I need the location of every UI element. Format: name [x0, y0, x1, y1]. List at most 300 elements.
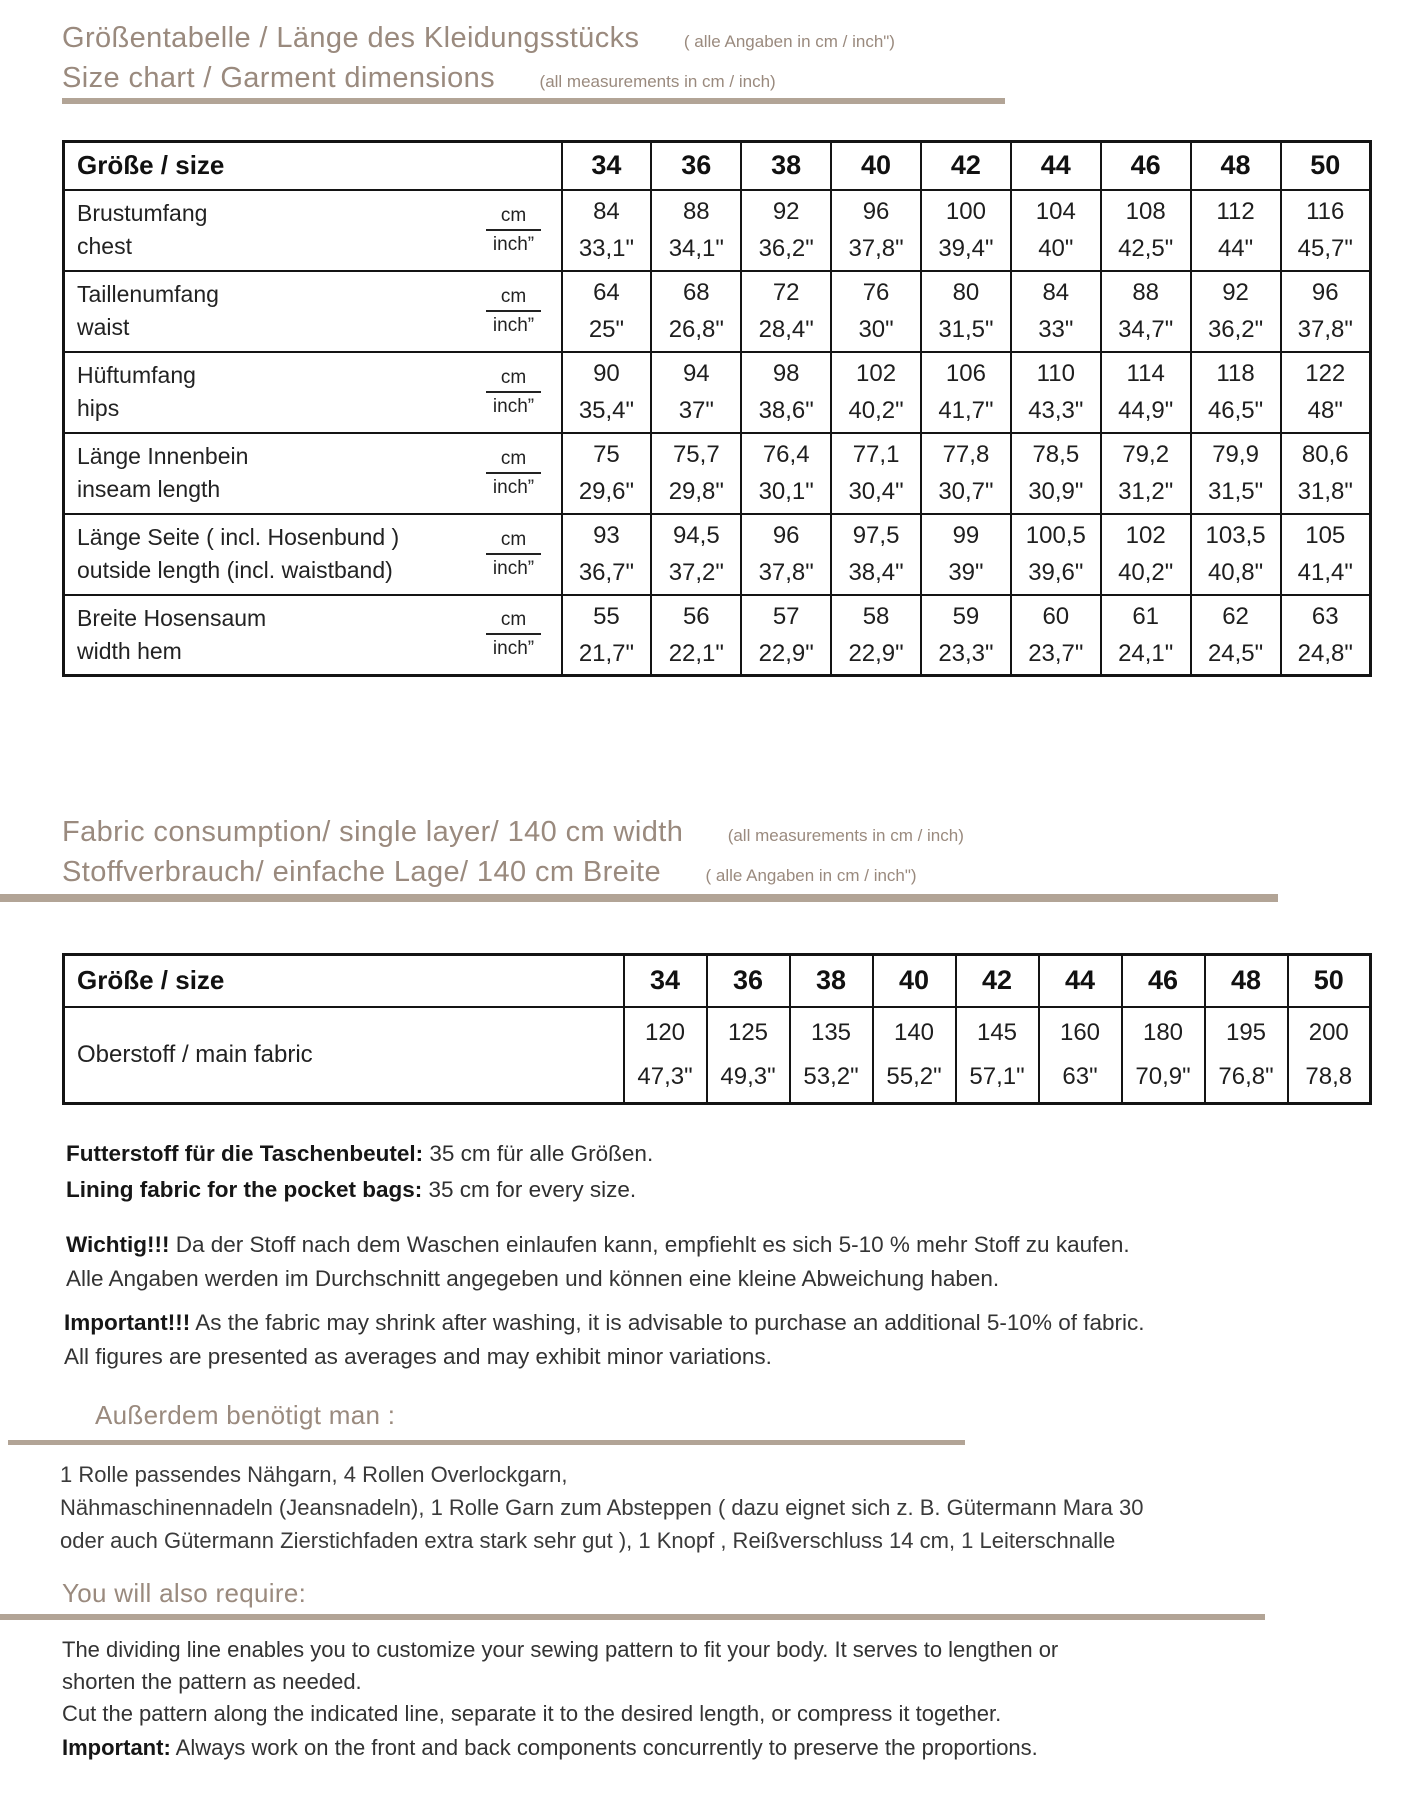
- fabric-table-header-label: Größe / size: [64, 955, 624, 1007]
- value-cm: 62: [1222, 602, 1249, 630]
- value-inch: 76,8": [1218, 1062, 1274, 1090]
- value-inch: 37": [678, 397, 714, 424]
- header-line-de: [62, 22, 895, 55]
- shrink-warning-de: [66, 1228, 1130, 1296]
- value-cm: 93: [593, 522, 620, 549]
- measurement-value-cell: [1011, 352, 1101, 433]
- value-cm: 195: [1225, 1018, 1267, 1046]
- value-inch: 41,4": [1297, 559, 1353, 586]
- fabric-value-cell: [1039, 1007, 1122, 1104]
- value-cm: 118: [1216, 360, 1255, 387]
- value-cm: 90: [593, 360, 620, 387]
- value-cm: 96: [1311, 279, 1339, 306]
- unit-fraction: [475, 529, 553, 580]
- unit-fraction: [475, 448, 553, 499]
- value-cm: 106: [945, 360, 986, 387]
- fabric-section-header: [62, 816, 964, 896]
- value-cm: 80: [952, 279, 980, 306]
- value-inch: 29,8": [668, 478, 724, 505]
- measurement-name-de: Hüftumfang: [77, 362, 196, 388]
- value-cm: 200: [1308, 1018, 1349, 1046]
- measurement-value-cell: [831, 190, 921, 271]
- value-cm: 63: [1311, 602, 1339, 630]
- value-cm: 76,4: [762, 441, 810, 468]
- value-inch: 36,2": [1207, 316, 1264, 343]
- measurement-value-cell: [831, 352, 921, 433]
- measurement-value-cell: [1101, 595, 1191, 676]
- requirements-en-important-text: Always work on the front and back components concurrently to preserve the proportions.: [170, 1735, 1038, 1760]
- value-inch: 21,7": [578, 639, 635, 667]
- value-inch: 33": [1038, 316, 1074, 343]
- value-inch: 40": [1038, 235, 1074, 262]
- measurement-name-de: Länge Innenbein: [77, 443, 249, 469]
- unit-fraction: [475, 609, 553, 660]
- measurement-label: [65, 596, 561, 675]
- fabric-value-cell: [624, 1007, 707, 1104]
- value-cm: 98: [772, 360, 800, 387]
- fabric-table-header-row: [64, 955, 1371, 1007]
- size-column-header: 46: [1122, 955, 1205, 1007]
- measurement-value-cell: [1101, 352, 1191, 433]
- size-column-header: 42: [956, 955, 1039, 1007]
- size-table-measurement-row: [64, 190, 1371, 271]
- measurement-label-cell: [64, 514, 562, 595]
- measurement-name-de: Brustumfang: [77, 200, 208, 226]
- measurement-value-cell: [1101, 190, 1191, 271]
- measurement-label: [65, 272, 561, 351]
- requirements-en-text: [62, 1634, 1058, 1764]
- value-cm: 105: [1305, 522, 1346, 549]
- size-column-header: 44: [1039, 955, 1122, 1007]
- value-inch: 30,4": [848, 478, 904, 505]
- measurement-value-cell: [562, 595, 652, 676]
- value-cm: 103,5: [1205, 522, 1266, 549]
- value-cm: 140: [893, 1018, 935, 1046]
- measurement-value-cell: [1191, 352, 1281, 433]
- size-column-header: 42: [921, 142, 1011, 190]
- measurement-value-cell: [562, 352, 652, 433]
- value-inch: 55,2": [886, 1062, 942, 1090]
- value-cm: 72: [772, 279, 800, 306]
- measurement-value-cell: [1281, 271, 1371, 352]
- value-inch: 22,1": [668, 639, 724, 667]
- requirements-de-line: 1 Rolle passendes Nähgarn, 4 Rollen Overlockgarn,: [60, 1462, 568, 1487]
- title-en: Size chart / Garment dimensions: [62, 62, 496, 94]
- value-inch: 39": [948, 559, 984, 586]
- value-inch: 30,9": [1028, 478, 1084, 505]
- unit-fraction: [475, 367, 553, 418]
- measurement-label: [65, 515, 561, 594]
- value-inch: 48": [1307, 397, 1343, 424]
- requirements-de-text: [60, 1458, 1144, 1557]
- measurement-names: [77, 359, 196, 425]
- value-inch: 30,1": [758, 478, 814, 505]
- unit-fraction: [475, 286, 553, 337]
- measurement-value-cell: [741, 433, 831, 514]
- measurement-value-cell: [562, 514, 652, 595]
- measurement-value-cell: [1281, 352, 1371, 433]
- value-inch: 36,2": [758, 235, 814, 262]
- measurement-value-cell: [651, 271, 741, 352]
- measurement-value-cell: [741, 514, 831, 595]
- measurement-value-cell: [1101, 514, 1191, 595]
- measurement-value-cell: [921, 514, 1011, 595]
- measurement-value-cell: [562, 271, 652, 352]
- value-cm: 122: [1305, 360, 1346, 387]
- shrink-warning-de-label: Wichtig!!!: [66, 1232, 170, 1257]
- measurement-value-cell: [921, 433, 1011, 514]
- value-inch: 31,5": [1207, 478, 1264, 505]
- fabric-title-en-note: (all measurements in cm / inch): [727, 826, 964, 845]
- value-cm: 145: [976, 1018, 1018, 1046]
- value-inch: 37,8": [1297, 316, 1353, 343]
- size-column-header: 50: [1281, 142, 1371, 190]
- header-divider-bar: [62, 98, 1005, 104]
- value-cm: 96: [772, 522, 800, 549]
- size-column-header: 38: [741, 142, 831, 190]
- value-inch: 42,5": [1118, 235, 1174, 262]
- size-table-header-label: Größe / size: [64, 142, 562, 190]
- value-cm: 97,5: [852, 522, 900, 549]
- unit-inch-label: inch”: [492, 395, 535, 417]
- unit-inch-label: inch”: [492, 638, 535, 660]
- size-column-header: 36: [651, 142, 741, 190]
- lining-note-de-label: Futterstoff für die Taschenbeutel:: [66, 1141, 424, 1166]
- value-cm: 102: [856, 360, 897, 387]
- fabric-title-de: Stoffverbrauch/ einfache Lage/ 140 cm Breite: [62, 856, 662, 888]
- value-cm: 77,1: [852, 441, 900, 468]
- size-column-header: 46: [1101, 142, 1191, 190]
- fabric-value-cell: [790, 1007, 873, 1104]
- value-inch: 37,8": [848, 235, 904, 262]
- value-inch: 31,8": [1297, 478, 1353, 505]
- measurement-value-cell: [831, 271, 921, 352]
- unit-cm-label: cm: [486, 286, 541, 312]
- page-header: [62, 22, 895, 102]
- fabric-title-en: Fabric consumption/ single layer/ 140 cm width: [62, 816, 684, 848]
- size-table-header-row: [64, 142, 1371, 190]
- value-inch: 70,9": [1135, 1062, 1191, 1090]
- value-cm: 68: [682, 279, 710, 306]
- requirements-de-line: oder auch Gütermann Zierstichfaden extra stark sehr gut ), 1 Knopf , Reißverschluss 14 cm, 1 Leiterschnalle: [60, 1528, 1116, 1553]
- measurement-value-cell: [651, 190, 741, 271]
- value-inch: 25": [588, 316, 625, 343]
- shrink-warning-en-text1: As the fabric may shrink after washing, it is advisable to purchase an additional 5-10% of fabric.: [190, 1310, 1145, 1335]
- shrink-warning-en: [64, 1306, 1145, 1374]
- measurement-value-cell: [1281, 190, 1371, 271]
- value-cm: 56: [682, 602, 710, 630]
- value-cm: 102: [1125, 522, 1166, 549]
- measurement-value-cell: [562, 190, 652, 271]
- header-line-en: [62, 62, 895, 95]
- value-inch: 34,7": [1118, 316, 1174, 343]
- shrink-warning-en-line2: All figures are presented as averages and may exhibit minor variations.: [64, 1344, 772, 1369]
- value-inch: 47,3": [637, 1062, 693, 1090]
- fabric-value-cell: [707, 1007, 790, 1104]
- measurement-value-cell: [1191, 271, 1281, 352]
- measurement-label: [65, 191, 561, 270]
- size-column-header: 38: [790, 955, 873, 1007]
- value-cm: 58: [862, 602, 890, 630]
- measurement-value-cell: [831, 433, 921, 514]
- measurement-value-cell: [921, 352, 1011, 433]
- value-inch: 45,7": [1297, 235, 1353, 262]
- value-inch: 44,9": [1118, 397, 1174, 424]
- fabric-value-cell: [1288, 1007, 1371, 1104]
- measurement-value-cell: [741, 595, 831, 676]
- value-inch: 37,8": [758, 559, 814, 586]
- requirements-en-line: shorten the pattern as needed.: [62, 1669, 362, 1694]
- measurement-name-en: inseam length: [77, 476, 221, 502]
- value-inch: 37,2": [668, 559, 724, 586]
- value-cm: 112: [1216, 198, 1255, 225]
- fabric-value-cell: [1122, 1007, 1205, 1104]
- measurement-value-cell: [921, 271, 1011, 352]
- lining-note-en: [66, 1172, 653, 1208]
- title-en-note: (all measurements in cm / inch): [539, 72, 776, 91]
- lining-note-de-text: 35 cm für alle Größen.: [423, 1141, 654, 1166]
- shrink-warning-de-text1: Da der Stoff nach dem Waschen einlaufen kann, empfiehlt es sich 5-10 % mehr Stoff zu kaufen.: [169, 1232, 1130, 1257]
- value-cm: 120: [644, 1018, 686, 1046]
- value-inch: 34,1": [668, 235, 724, 262]
- value-cm: 125: [727, 1018, 769, 1046]
- requirements-en-heading: You will also require:: [62, 1578, 307, 1608]
- value-cm: 104: [1035, 198, 1076, 225]
- size-column-header: 50: [1288, 955, 1371, 1007]
- title-de-note: ( alle Angaben in cm / inch"): [683, 32, 895, 51]
- unit-cm-label: cm: [486, 367, 541, 393]
- measurement-name-en: waist: [77, 314, 130, 340]
- measurement-value-cell: [1011, 433, 1101, 514]
- measurement-name-de: Taillenumfang: [77, 281, 219, 307]
- lining-note-en-text: 35 cm for every size.: [422, 1177, 637, 1202]
- measurement-name-en: chest: [77, 233, 132, 259]
- requirements-de-divider-bar: [8, 1440, 965, 1445]
- measurement-value-cell: [921, 190, 1011, 271]
- value-inch: 38,4": [848, 559, 904, 586]
- value-cm: 57: [772, 602, 800, 630]
- value-cm: 116: [1306, 198, 1345, 225]
- value-cm: 76: [862, 279, 890, 306]
- size-table: [62, 140, 1372, 677]
- measurement-value-cell: [1011, 514, 1101, 595]
- unit-cm-label: cm: [486, 609, 541, 635]
- value-inch: 40,2": [1118, 559, 1174, 586]
- fabric-value-cell: [956, 1007, 1039, 1104]
- fabric-row-label: Oberstoff / main fabric: [64, 1007, 624, 1104]
- measurement-name-de: Länge Seite ( incl. Hosenbund ): [77, 524, 400, 550]
- measurement-name-en: hips: [77, 395, 120, 421]
- value-cm: 80,6: [1301, 441, 1349, 468]
- value-cm: 75,7: [672, 441, 720, 468]
- requirements-en-divider-bar: [0, 1614, 1265, 1620]
- size-column-header: 44: [1011, 142, 1101, 190]
- measurement-value-cell: [1191, 595, 1281, 676]
- measurement-names: [77, 440, 248, 506]
- fabric-header-line-de: [62, 856, 964, 889]
- title-de: Größentabelle / Länge des Kleidungsstücks: [62, 22, 640, 54]
- measurement-value-cell: [1281, 433, 1371, 514]
- value-cm: 77,8: [942, 441, 990, 468]
- shrink-warning-en-line1: [64, 1306, 1145, 1340]
- value-inch: 40,2": [848, 397, 904, 424]
- value-inch: 53,2": [803, 1062, 859, 1090]
- value-cm: 92: [772, 198, 800, 225]
- value-inch: 57,1": [969, 1062, 1025, 1090]
- measurement-value-cell: [741, 190, 831, 271]
- measurement-value-cell: [562, 433, 652, 514]
- size-column-header: 34: [562, 142, 652, 190]
- size-column-header: 48: [1205, 955, 1288, 1007]
- measurement-value-cell: [831, 514, 921, 595]
- fabric-title-de-note: ( alle Angaben in cm / inch"): [705, 866, 917, 885]
- unit-inch-label: inch”: [492, 476, 535, 498]
- value-cm: 61: [1132, 602, 1160, 630]
- value-inch: 24,8": [1297, 639, 1353, 667]
- requirements-en-line: The dividing line enables you to customize your sewing pattern to fit your body. It serves to lengthen or: [62, 1637, 1059, 1662]
- value-inch: 49,3": [720, 1062, 776, 1090]
- value-inch: 44": [1217, 235, 1254, 262]
- value-inch: 41,7": [938, 397, 994, 424]
- measurement-value-cell: [651, 433, 741, 514]
- measurement-names: [77, 197, 207, 263]
- measurement-value-cell: [1101, 433, 1191, 514]
- value-cm: 100: [945, 198, 986, 225]
- size-column-header: 40: [873, 955, 956, 1007]
- value-inch: 29,6": [578, 478, 635, 505]
- value-cm: 180: [1142, 1018, 1184, 1046]
- measurement-value-cell: [741, 352, 831, 433]
- requirements-en-line: Cut the pattern along the indicated line, separate it to the desired length, or compress it together.: [62, 1701, 1002, 1726]
- value-inch: 38,6": [758, 397, 814, 424]
- value-inch: 40,8": [1207, 559, 1264, 586]
- size-table-measurement-row: [64, 352, 1371, 433]
- measurement-value-cell: [1011, 595, 1101, 676]
- value-cm: 75: [593, 441, 620, 468]
- measurement-value-cell: [651, 595, 741, 676]
- requirements-de-heading: Außerdem benötigt man :: [95, 1400, 396, 1430]
- measurement-value-cell: [1281, 514, 1371, 595]
- fabric-table-row: [64, 1007, 1371, 1104]
- fabric-value-cell: [873, 1007, 956, 1104]
- measurement-value-cell: [1281, 595, 1371, 676]
- measurement-name-en: width hem: [77, 637, 182, 664]
- size-column-header: 36: [707, 955, 790, 1007]
- measurement-value-cell: [921, 595, 1011, 676]
- measurement-value-cell: [1101, 271, 1191, 352]
- value-inch: 39,4": [938, 235, 994, 262]
- measurement-value-cell: [1191, 433, 1281, 514]
- measurement-value-cell: [1191, 514, 1281, 595]
- value-inch: 28,4": [758, 316, 814, 343]
- size-table-measurement-row: [64, 271, 1371, 352]
- fabric-divider-bar: [0, 894, 1278, 902]
- measurement-label-cell: [64, 190, 562, 271]
- value-cm: 55: [593, 602, 620, 630]
- value-cm: 92: [1222, 279, 1249, 306]
- value-cm: 88: [682, 198, 710, 225]
- measurement-value-cell: [741, 271, 831, 352]
- unit-fraction: [475, 205, 553, 256]
- lining-note-en-label: Lining fabric for the pocket bags:: [66, 1177, 423, 1202]
- measurement-label-cell: [64, 595, 562, 676]
- value-cm: 100,5: [1025, 522, 1086, 549]
- fabric-table: [62, 953, 1372, 1105]
- value-inch: 24,5": [1207, 639, 1264, 667]
- measurement-value-cell: [1011, 190, 1101, 271]
- unit-cm-label: cm: [486, 205, 541, 231]
- value-inch: 35,4": [578, 397, 635, 424]
- value-inch: 31,2": [1118, 478, 1174, 505]
- value-inch: 23,7": [1028, 639, 1084, 667]
- value-cm: 79,9: [1212, 441, 1259, 468]
- size-table-measurement-row: [64, 595, 1371, 676]
- value-cm: 94: [682, 360, 710, 387]
- value-inch: 78,8: [1305, 1062, 1353, 1090]
- size-table-measurement-row: [64, 433, 1371, 514]
- value-cm: 114: [1126, 360, 1165, 387]
- measurement-name-en: outside length (incl. waistband): [77, 557, 393, 583]
- value-inch: 30": [858, 316, 894, 343]
- requirements-en-important-label: Important:: [62, 1735, 171, 1760]
- measurement-label-cell: [64, 271, 562, 352]
- size-column-header: 40: [831, 142, 921, 190]
- value-inch: 22,9": [848, 639, 904, 667]
- value-cm: 160: [1059, 1018, 1101, 1046]
- value-inch: 36,7": [578, 559, 635, 586]
- measurement-label: [65, 434, 561, 513]
- value-inch: 30,7": [938, 478, 994, 505]
- value-cm: 96: [862, 198, 890, 225]
- fabric-header-line-en: [62, 816, 964, 849]
- value-inch: 46,5": [1207, 397, 1264, 424]
- value-cm: 84: [1042, 279, 1070, 306]
- size-column-header: 34: [624, 955, 707, 1007]
- shrink-warning-en-label: Important!!!: [64, 1310, 191, 1335]
- requirements-de-line: Nähmaschinennadeln (Jeansnadeln), 1 Rolle Garn zum Absteppen ( dazu eignet sich z. B. Gütermann Mara 30: [60, 1495, 1144, 1520]
- value-cm: 64: [593, 279, 620, 306]
- value-cm: 78,5: [1032, 441, 1080, 468]
- lining-note-de: [66, 1136, 653, 1172]
- unit-inch-label: inch”: [492, 233, 535, 255]
- value-inch: 24,1": [1118, 639, 1174, 667]
- measurement-label-cell: [64, 352, 562, 433]
- size-table-measurement-row: [64, 514, 1371, 595]
- lining-notes: [66, 1136, 653, 1208]
- measurement-names: [77, 602, 266, 668]
- value-cm: 110: [1036, 360, 1075, 387]
- value-cm: 94,5: [672, 522, 720, 549]
- measurement-names: [77, 278, 219, 344]
- requirements-en-important: [62, 1732, 1058, 1764]
- value-cm: 59: [952, 602, 980, 630]
- measurement-value-cell: [831, 595, 921, 676]
- fabric-value-cell: [1205, 1007, 1288, 1104]
- unit-inch-label: inch”: [492, 557, 535, 579]
- value-cm: 84: [593, 198, 620, 225]
- shrink-warning-de-line1: [66, 1228, 1130, 1262]
- unit-cm-label: cm: [486, 448, 541, 474]
- measurement-value-cell: [1191, 190, 1281, 271]
- value-inch: 22,9": [758, 639, 814, 667]
- unit-cm-label: cm: [486, 529, 541, 555]
- value-cm: 79,2: [1122, 441, 1170, 468]
- value-inch: 63": [1062, 1062, 1098, 1090]
- value-cm: 108: [1125, 198, 1166, 225]
- measurement-value-cell: [651, 352, 741, 433]
- shrink-warning-de-line2: Alle Angaben werden im Durchschnitt angegeben und können eine kleine Abweichung haben.: [66, 1266, 1000, 1291]
- value-cm: 99: [952, 522, 980, 549]
